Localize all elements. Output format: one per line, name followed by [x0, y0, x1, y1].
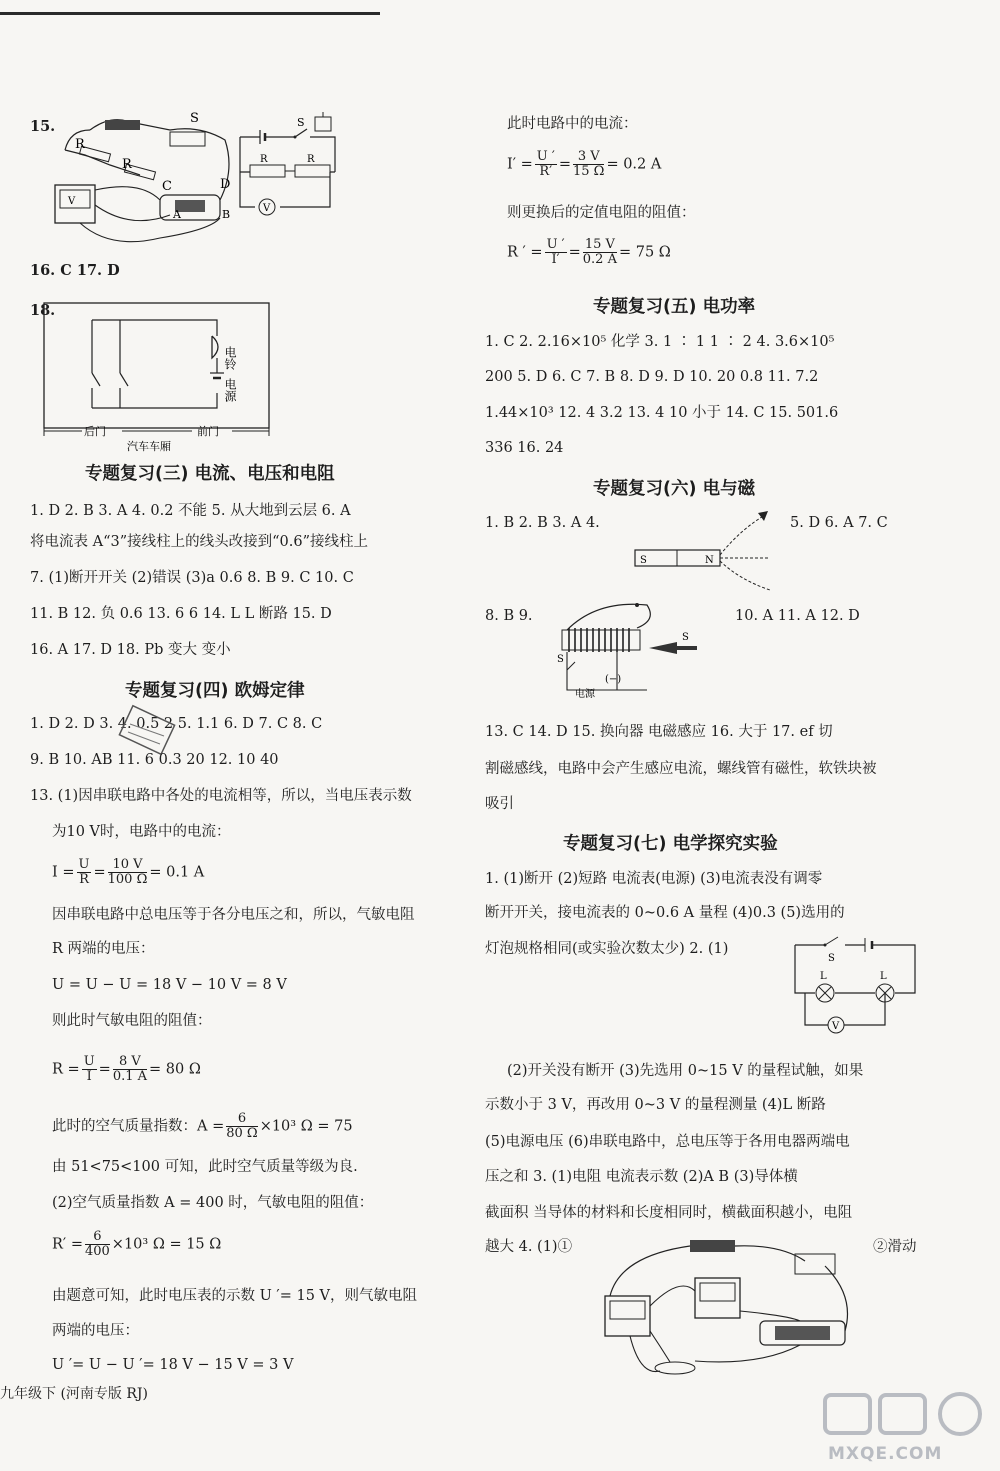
equation-aqi: 此时的空气质量指数：A = $\frac{6}{80 \Omega}$ ×10³ Ω = 75 — [52, 1111, 353, 1141]
fig18-car-label: 汽车车厢 — [127, 440, 171, 453]
q2-l2-label: L — [880, 971, 887, 982]
s4-line-2: 9. B 10. AB 11. 6 0.3 20 12. 10 40 — [30, 752, 279, 768]
watermark-logo — [820, 1390, 990, 1440]
s3-line-5: 16. A 17. D 18. Pb 变大 变小 — [30, 642, 231, 658]
s4-line-6: R 两端的电压： — [52, 941, 155, 957]
section-6-heading: 专题复习(六) 电与磁 — [593, 479, 756, 499]
fig15-voltmeter-label: V — [68, 196, 76, 207]
s7-line-6: (5)电源电压 (6)串联电路中，总电压等于各用电器两端电 — [485, 1134, 850, 1150]
s6-line-2-right: 10. A 11. A 12. D — [735, 608, 860, 624]
s4-line-13: U ′= U − U ′= 18 V − 15 V = 3 V — [52, 1357, 294, 1373]
q18-car-door-circuit-figure — [42, 298, 274, 468]
r-text-1: 此时电路中的电流： — [507, 116, 638, 132]
q9-source-label: 电源 — [575, 689, 595, 700]
q9-arrow-s-label: S — [682, 632, 689, 643]
s3-line-4: 11. B 12. 负 0.6 13. 6 6 14. L L 断路 15. D — [30, 606, 332, 622]
equation-current: I = $\frac{U}{R}$ = $\frac{10 V}{100 \Omega}$ = 0.1 A — [52, 857, 205, 887]
s7-line-7: 压之和 3. (1)电阻 电流表示数 (2)A B (3)导体横 — [485, 1169, 798, 1185]
s5-line-1: 1. C 2. 2.16×10⁵ 化学 3. 1 ∶ 1 1 ∶ 2 4. 3.6×10⁵ — [485, 334, 835, 350]
s3-line-1: 1. D 2. B 3. A 4. 0.2 不能 5. 从大地到云层 6. A — [30, 503, 351, 519]
fig18-source-label: 电源 — [223, 378, 237, 402]
s7-line-3: 灯泡规格相同(或实验次数太少) 2. (1) — [485, 941, 729, 957]
fig15-a-label: A — [173, 208, 181, 221]
s4-line-11: 由题意可知，此时电压表的示数 U ′= 15 V，则气敏电阻 — [52, 1288, 418, 1304]
equation-fixed-resistance: R ′ = $\frac{U '}{I'}$ = $\frac{15 V}{0.2 A}$ = 75 Ω — [507, 237, 671, 267]
s7-line-1: 1. (1)断开 (2)短路 电流表(电源) (3)电流表没有调零 — [485, 871, 823, 887]
watermark-url: MXQE.COM — [828, 1444, 943, 1464]
q4-magnet-figure — [630, 505, 780, 600]
section-7-heading: 专题复习(七) 电学探究实验 — [563, 834, 778, 854]
q9-source-sign: (−) — [605, 674, 622, 685]
s6-line-1-right: 5. D 6. A 7. C — [790, 515, 888, 531]
s6-line-3: 13. C 14. D 15. 换向器 电磁感应 16. 大于 17. ef 切 — [485, 724, 833, 740]
s6-line-2-left: 8. B 9. — [485, 608, 533, 624]
s4-line-12: 两端的电压： — [52, 1323, 139, 1339]
fig15-d-label: D — [220, 177, 231, 192]
fig15-r2-label: R — [122, 157, 132, 172]
equation-new-current: I′ = $\frac{U '}{R'}$ = $\frac{3 V}{15 \Omega}$ = 0.2 A — [507, 149, 662, 179]
s4-line-7: U = U − U = 18 V − 10 V = 8 V — [52, 977, 287, 993]
q16-17-answers: 16. C 17. D — [30, 262, 120, 279]
fig18-front-door-label: 前门 — [197, 425, 219, 438]
q18-number: 18. — [30, 302, 56, 319]
fig18-rear-door-label: 后门 — [84, 425, 106, 438]
s7-sliding-text: ②滑动 — [873, 1239, 917, 1255]
q2-switch-label: S — [828, 953, 835, 964]
s6-line-4: 割磁感线，电路中会产生感应电流，螺线管有磁性，软铁块被 — [485, 761, 877, 777]
section-4-heading: 专题复习(四) 欧姆定律 — [125, 681, 305, 701]
equation-resistance: R = $\frac{U}{I}$ = $\frac{8 V}{0.1 A}$ = 80 Ω — [52, 1054, 201, 1084]
fig15-b-label: B — [222, 208, 231, 221]
q2-l1-label: L — [820, 971, 827, 982]
s5-line-2: 200 5. D 6. C 7. B 8. D 9. D 10. 20 0.8 11. 7.2 — [485, 369, 819, 385]
fig15-c-label: C — [162, 179, 172, 194]
q2-series-circuit-figure — [790, 935, 925, 1045]
section-3-heading: 专题复习(三) 电流、电压和电阻 — [85, 464, 335, 484]
fig15-switch-label: S — [190, 111, 199, 126]
s4-line-10: (2)空气质量指数 A = 400 时，气敏电阻的阻值： — [52, 1195, 374, 1211]
equation-new-resistance: R′ = $\frac{6}{400}$ ×10³ Ω = 15 Ω — [52, 1229, 222, 1259]
fig15-r1-label: R — [75, 137, 85, 152]
stamp-overlay — [116, 706, 180, 756]
schem15-r2-label: R — [307, 154, 315, 165]
s4-line-5: 因串联电路中总电压等于各分电压之和，所以，气敏电阻 — [52, 907, 415, 923]
s4-line-9: 由 51<75<100 可知，此时空气质量等级为良. — [52, 1159, 358, 1175]
q2-voltmeter-label: V — [832, 1021, 840, 1032]
s4-line-1: 1. D 2. D 3. 4. 0.5 2 5. 1.1 6. D 7. C 8. C — [30, 716, 323, 732]
schem15-voltmeter-label: V — [263, 203, 271, 214]
r-text-2: 则更换后的定值电阻的阻值： — [507, 205, 696, 221]
top-rule — [0, 12, 380, 15]
s6-line-5: 吸引 — [485, 796, 514, 812]
magnet-s-label: S — [640, 555, 647, 566]
q15-real-circuit-figure — [50, 110, 240, 250]
s4-line-3: 13. (1)因串联电路中各处的电流相等，所以，当电压表示数 — [30, 788, 412, 804]
s7-line-5: 示数小于 3 V，再改用 0~3 V 的量程测量 (4)L 断路 — [485, 1097, 826, 1113]
page-footer: 九年级下 (河南专版 RJ) — [0, 1386, 148, 1402]
q9-switch-label: S — [557, 654, 564, 665]
q15-schematic-figure — [235, 112, 355, 222]
s5-line-4: 336 16. 24 — [485, 440, 564, 456]
s3-line-2: 将电流表 A“3”接线柱上的线头改接到“0.6”接线柱上 — [30, 534, 369, 550]
s7-line-9: 越大 4. (1)① — [485, 1239, 573, 1255]
s3-line-3: 7. (1)断开开关 (2)错误 (3)a 0.6 8. B 9. C 10. C — [30, 570, 354, 586]
s4-line-4: 为10 V时，电路中的电流： — [52, 824, 231, 840]
q4-real-circuit-figure — [600, 1236, 860, 1381]
q9-solenoid-figure — [537, 600, 717, 710]
s5-line-3: 1.44×10³ 12. 4 3.2 13. 4 10 小于 14. C 15. 501.6 — [485, 405, 839, 421]
section-5-heading: 专题复习(五) 电功率 — [593, 297, 756, 317]
schem15-switch-label: S — [297, 116, 305, 129]
s7-line-8: 截面积 当导体的材料和长度相同时，横截面积越小，电阻 — [485, 1205, 853, 1221]
s7-line-2: 断开开关，接电流表的 0~0.6 A 量程 (4)0.3 (5)选用的 — [485, 905, 845, 921]
magnet-n-label: N — [705, 555, 714, 566]
s4-line-8: 则此时气敏电阻的阻值： — [52, 1013, 212, 1029]
s7-line-4: (2)开关没有断开 (3)先选用 0~15 V 的量程试触，如果 — [507, 1063, 864, 1079]
s6-line-1-left: 1. B 2. B 3. A 4. — [485, 515, 600, 531]
q15-number: 15. — [30, 118, 56, 135]
schem15-r1-label: R — [260, 154, 268, 165]
fig18-bell-label: 电铃 — [223, 346, 237, 370]
